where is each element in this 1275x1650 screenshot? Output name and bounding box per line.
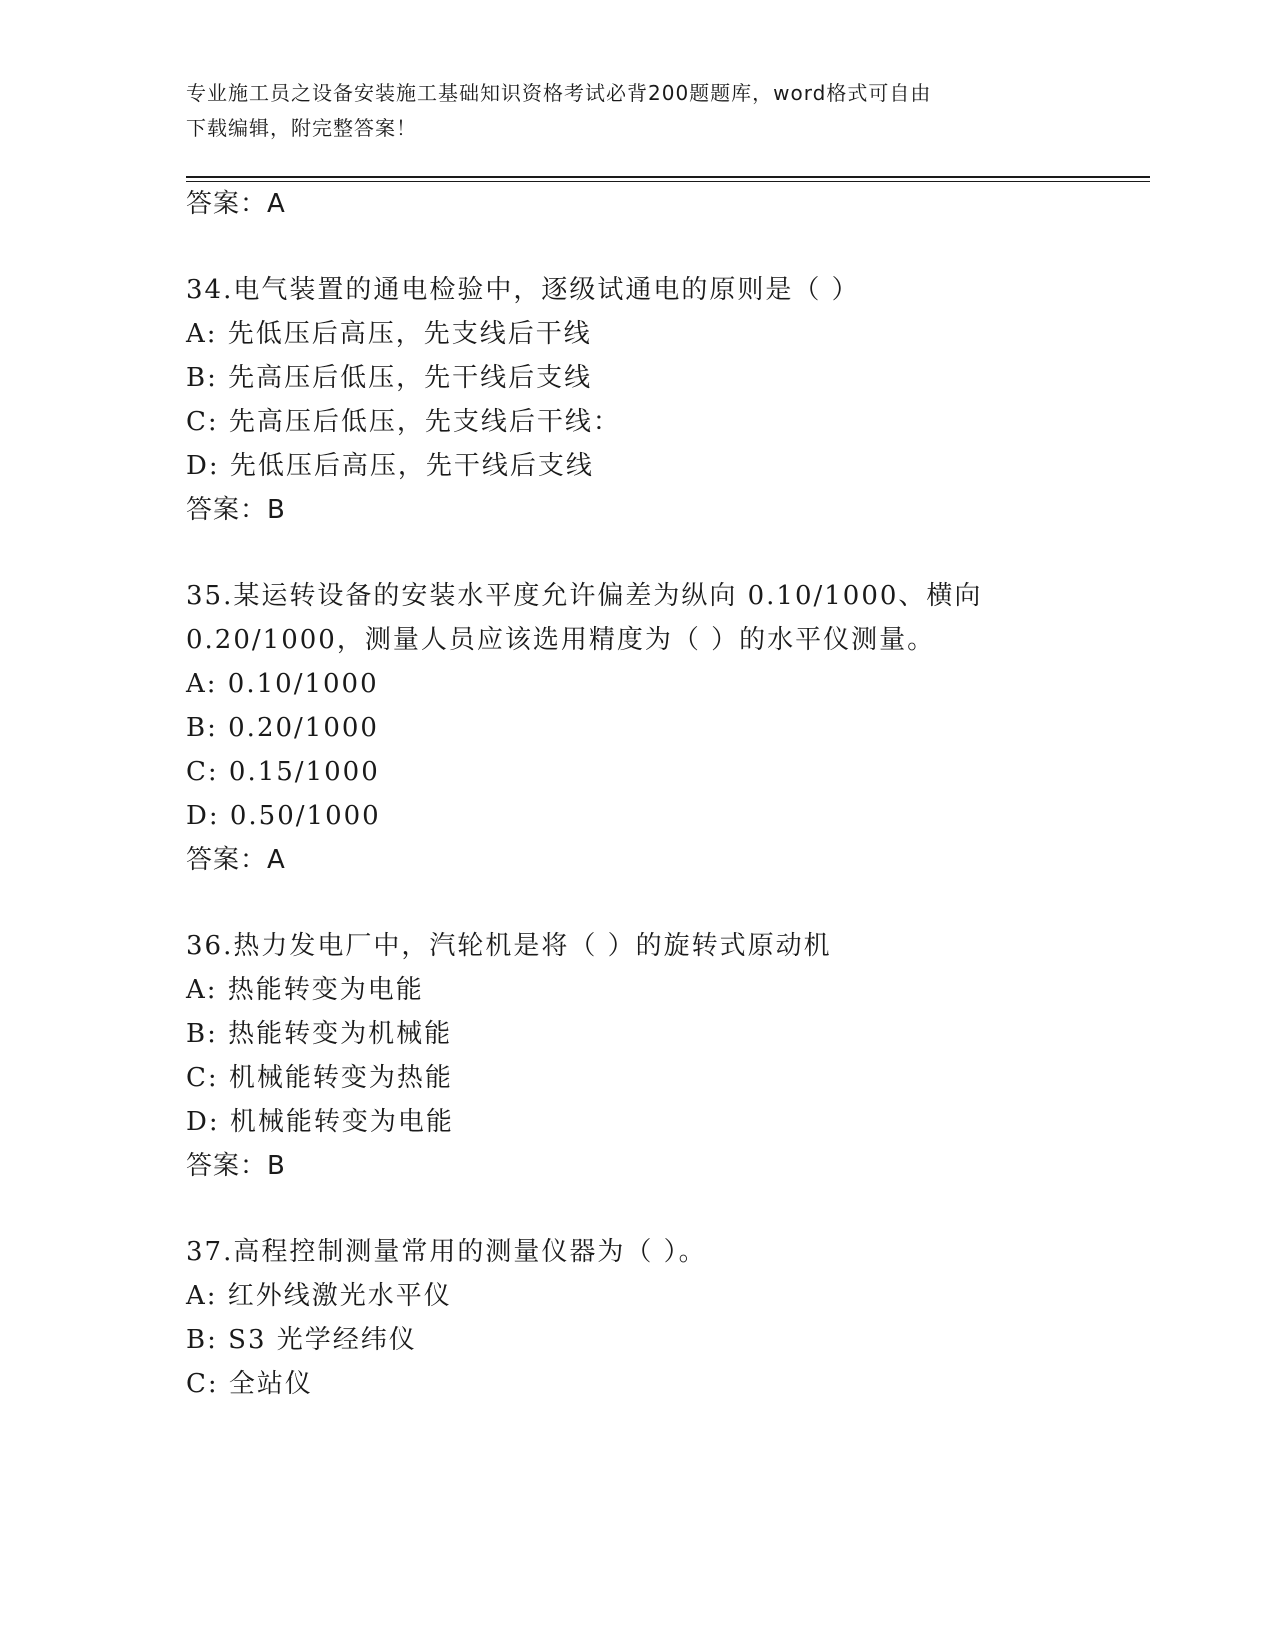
previous-answer: 答案：A — [186, 189, 286, 219]
header-line-2: 下载编辑，附完整答案！ — [186, 116, 417, 140]
question-35-option-d: D: 0.50/1000 — [186, 801, 381, 831]
question-34-option-b: B: 先高压后低压，先干线后支线 — [186, 363, 593, 393]
document-header — [186, 76, 1086, 146]
question-36-stem: 36.热力发电厂中，汽轮机是将（ ）的旋转式原动机 — [186, 931, 832, 961]
question-34-option-d: D: 先低压后高压，先干线后支线 — [186, 451, 594, 481]
question-35-stem-line-2: 0.20/1000，测量人员应该选用精度为（ ）的水平仪测量。 — [186, 625, 936, 655]
question-34-stem: 34.电气装置的通电检验中，逐级试通电的原则是（ ） — [186, 275, 860, 305]
question-37-stem: 37.高程控制测量常用的测量仪器为（ ）。 — [186, 1237, 707, 1267]
header-divider — [186, 176, 1150, 178]
question-34-option-a: A: 先低压后高压，先支线后干线 — [186, 319, 592, 349]
question-37-option-b: B: S3 光学经纬仪 — [186, 1325, 417, 1355]
question-35-option-c: C: 0.15/1000 — [186, 757, 380, 787]
question-36-option-a: A: 热能转变为电能 — [186, 975, 424, 1005]
header-line-1: 专业施工员之设备安装施工基础知识资格考试必背200题题库，word格式可自由 — [186, 81, 932, 105]
question-34-answer: 答案：B — [186, 495, 286, 525]
question-36-option-b: B: 热能转变为机械能 — [186, 1019, 453, 1049]
question-35-answer: 答案：A — [186, 845, 286, 875]
question-36-option-d: D: 机械能转变为电能 — [186, 1107, 454, 1137]
question-35-stem-line-1: 35.某运转设备的安装水平度允许偏差为纵向 0.10/1000、横向 — [186, 581, 983, 611]
header-divider-thin — [186, 181, 1150, 182]
question-37-option-a: A: 红外线激光水平仪 — [186, 1281, 452, 1311]
question-36-option-c: C: 机械能转变为热能 — [186, 1063, 453, 1093]
question-34-option-c: C: 先高压后低压，先支线后干线： — [186, 407, 621, 437]
question-35-option-a: A: 0.10/1000 — [186, 669, 379, 699]
question-37-option-c: C: 全站仪 — [186, 1369, 313, 1399]
question-35-option-b: B: 0.20/1000 — [186, 713, 379, 743]
question-36-answer: 答案：B — [186, 1151, 286, 1181]
